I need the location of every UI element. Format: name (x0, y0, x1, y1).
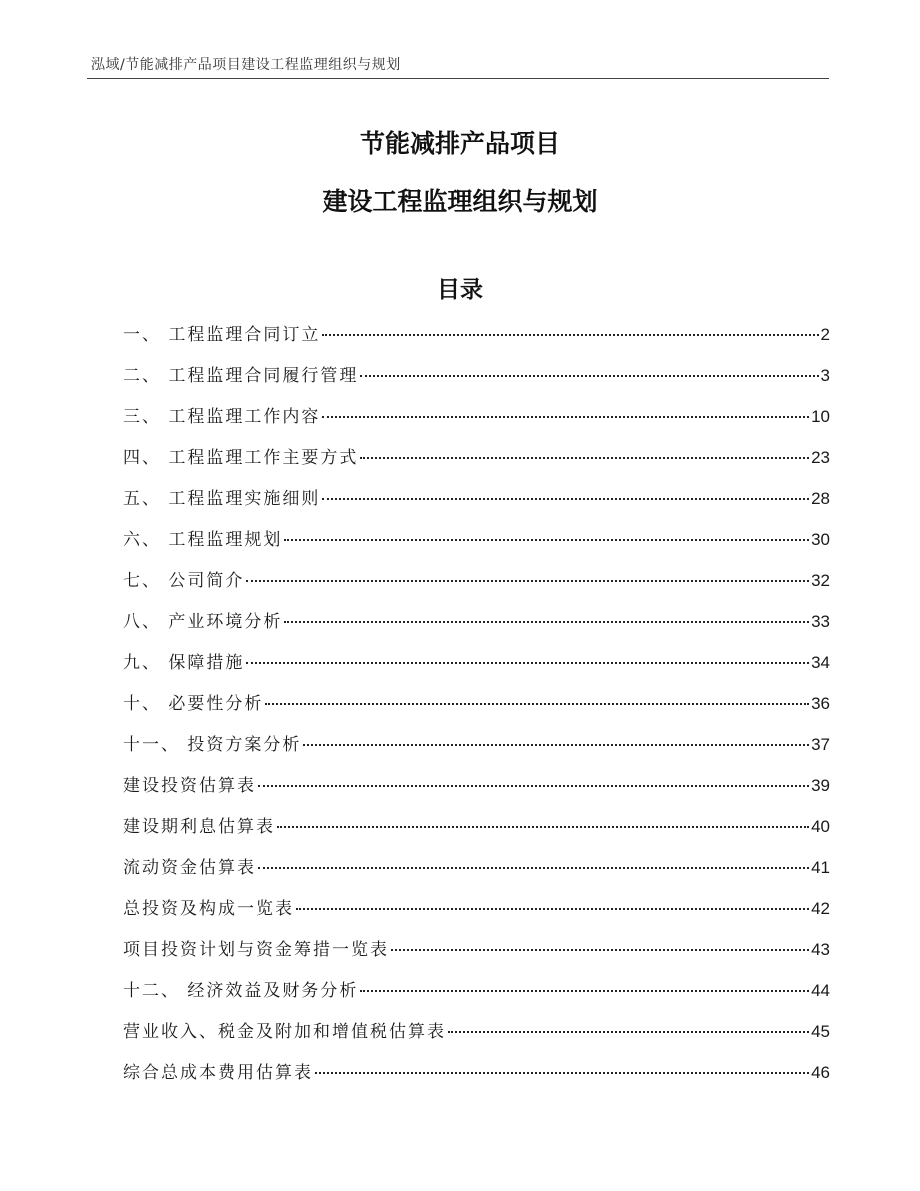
toc-entry-page-number: 40 (811, 817, 830, 836)
toc-entry[interactable] (123, 894, 830, 935)
toc-entry-page-number: 30 (811, 530, 830, 549)
toc-entry-label: 八、 产业环境分析 (123, 612, 283, 632)
header-divider (87, 78, 829, 79)
toc-entry[interactable] (123, 771, 830, 812)
toc-leader-dots (277, 826, 809, 828)
toc-leader-dots (284, 621, 809, 623)
toc-leader-dots (315, 1072, 809, 1074)
toc-entry[interactable] (123, 648, 830, 689)
toc-entry[interactable] (123, 607, 830, 648)
toc-heading: 目录 (437, 277, 483, 303)
toc-entry-label: 六、 工程监理规划 (123, 530, 283, 550)
toc-entry[interactable] (123, 1017, 830, 1058)
toc-leader-dots (322, 416, 809, 418)
toc-leader-dots (265, 703, 809, 705)
document-title-line2: 建设工程监理组织与规划 (322, 187, 598, 216)
toc-entry[interactable] (123, 484, 830, 525)
toc-entry[interactable] (123, 812, 830, 853)
toc-entry[interactable] (123, 525, 830, 566)
toc-leader-dots (360, 990, 809, 992)
toc-leader-dots (296, 908, 809, 910)
toc-entry[interactable] (123, 853, 830, 894)
toc-entry[interactable] (123, 976, 830, 1017)
toc-entry-label: 营业收入、税金及附加和增值税估算表 (123, 1022, 446, 1042)
toc-entry[interactable] (123, 402, 830, 443)
toc-entry-page-number: 37 (811, 735, 830, 754)
toc-entry[interactable] (123, 443, 830, 484)
toc-entry-label: 十二、 经济效益及财务分析 (123, 981, 359, 1001)
toc-entry-page-number: 44 (811, 981, 830, 1000)
toc-entry-page-number: 10 (811, 407, 830, 426)
toc-entry-page-number: 34 (811, 653, 830, 672)
toc-leader-dots (284, 539, 809, 541)
toc-entry-page-number: 3 (820, 366, 830, 385)
toc-entry-label: 建设期利息估算表 (123, 817, 275, 837)
toc-entry-label: 综合总成本费用估算表 (123, 1063, 313, 1083)
toc-entry[interactable] (123, 730, 830, 771)
toc-leader-dots (258, 867, 809, 869)
toc-leader-dots (360, 457, 809, 459)
toc-entry[interactable] (123, 935, 830, 976)
toc-leader-dots (360, 375, 818, 377)
toc-entry-label: 二、 工程监理合同履行管理 (123, 366, 359, 386)
toc-leader-dots (246, 580, 809, 582)
toc-entry-page-number: 28 (811, 489, 830, 508)
toc-entry[interactable] (123, 320, 830, 361)
toc-leader-dots (303, 744, 809, 746)
toc-entry[interactable] (123, 1058, 830, 1099)
toc-entry-page-number: 45 (811, 1022, 830, 1041)
toc-entry-page-number: 33 (811, 612, 830, 631)
toc-entry-page-number: 2 (820, 325, 830, 344)
toc-entry-page-number: 23 (811, 448, 830, 467)
toc-leader-dots (322, 498, 809, 500)
document-title-line1: 节能减排产品项目 (359, 129, 560, 158)
toc-entry[interactable] (123, 689, 830, 730)
toc-entry-page-number: 43 (811, 940, 830, 959)
toc-entry-page-number: 39 (811, 776, 830, 795)
toc-entry-label: 流动资金估算表 (123, 858, 256, 878)
toc-leader-dots (246, 662, 809, 664)
toc-entry-page-number: 41 (811, 858, 830, 877)
toc-entry[interactable] (123, 566, 830, 607)
toc-entry-label: 九、 保障措施 (123, 653, 245, 673)
running-header: 泓域/节能减排产品项目建设工程监理组织与规划 (91, 57, 401, 73)
toc-entry-label: 十一、 投资方案分析 (123, 735, 302, 755)
toc-entry-label: 四、 工程监理工作主要方式 (123, 448, 359, 468)
toc-entry-label: 一、 工程监理合同订立 (123, 325, 321, 345)
toc-entry-page-number: 32 (811, 571, 830, 590)
toc-entry-page-number: 42 (811, 899, 830, 918)
toc-entry-label: 三、 工程监理工作内容 (123, 407, 321, 427)
toc-entry-page-number: 36 (811, 694, 830, 713)
toc-leader-dots (258, 785, 809, 787)
toc-entry-label: 总投资及构成一览表 (123, 899, 294, 919)
toc-entry-label: 五、 工程监理实施细则 (123, 489, 321, 509)
toc-entry-page-number: 46 (811, 1063, 830, 1082)
toc-entry-label: 项目投资计划与资金筹措一览表 (123, 940, 389, 960)
table-of-contents (123, 320, 830, 1099)
toc-leader-dots (391, 949, 809, 951)
toc-entry-label: 建设投资估算表 (123, 776, 256, 796)
toc-entry[interactable] (123, 361, 830, 402)
toc-leader-dots (322, 334, 818, 336)
toc-entry-label: 十、 必要性分析 (123, 694, 264, 714)
toc-entry-label: 七、 公司简介 (123, 571, 245, 591)
toc-leader-dots (448, 1031, 809, 1033)
